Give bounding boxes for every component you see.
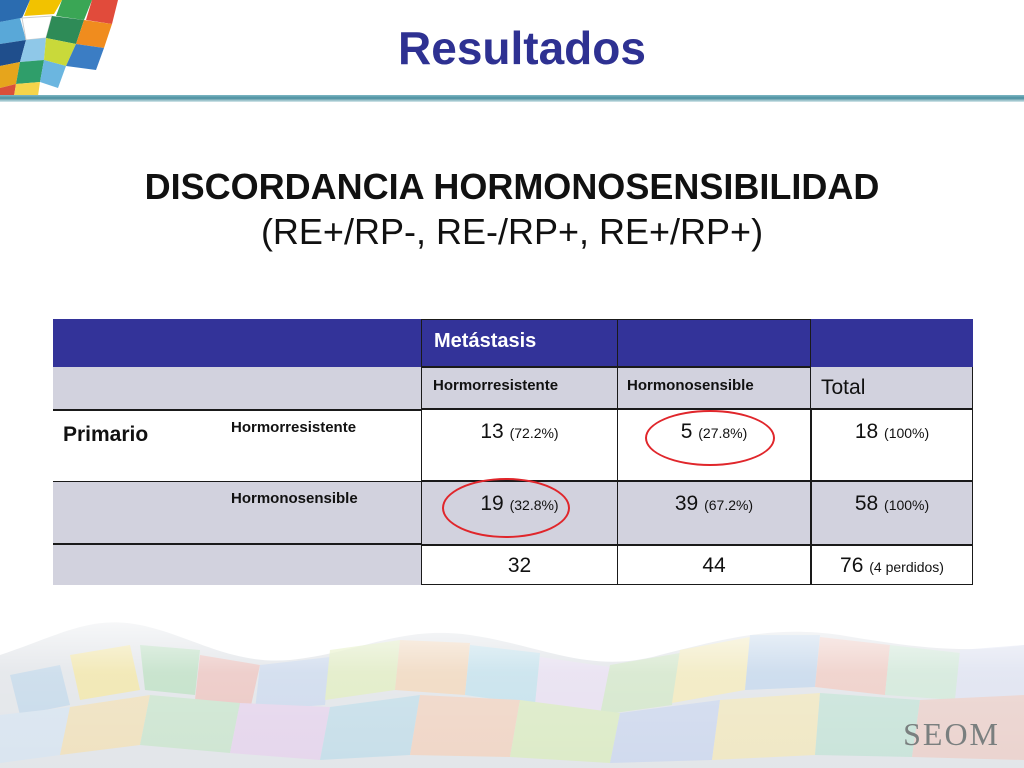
- cell-value: 19: [480, 492, 504, 515]
- table-cell-total: [811, 481, 973, 545]
- highlight-circle: [442, 478, 570, 538]
- grand-total-note: (4 perdidos): [869, 559, 944, 575]
- cell-value: 58: [854, 492, 879, 515]
- mosaic-decoration: [0, 595, 1024, 768]
- subtitle-line-2: (RE+/RP-, RE-/RP+, RE+/RP+): [260, 211, 764, 252]
- row-header-hormorresistente: Hormorresistente: [221, 409, 422, 481]
- table-header-blank-1: [53, 367, 222, 409]
- table-header-empty: [53, 319, 422, 367]
- column-total: 44: [617, 545, 811, 585]
- col-header-hormorresistente: Hormorresistente: [421, 367, 618, 409]
- metastasis-header-span: [617, 319, 811, 367]
- grand-total: [811, 545, 973, 585]
- table-cell: [421, 409, 618, 481]
- cell-value: 39: [674, 492, 699, 515]
- slide-title: Resultados: [398, 22, 646, 74]
- table-header-blank-2: [221, 367, 422, 409]
- cell-percent: (27.8%): [698, 425, 748, 441]
- title-divider: [0, 95, 1024, 102]
- row-header-hormonosensible: Hormonosensible: [221, 481, 422, 545]
- total-header-top: [811, 319, 973, 367]
- cell-percent: (100%): [884, 425, 930, 441]
- col-header-hormonosensible: Hormonosensible: [617, 367, 811, 409]
- cell-percent: (100%): [884, 497, 930, 513]
- totals-row-blank: [53, 545, 422, 585]
- table-cell-total: [811, 409, 973, 481]
- seom-logo-text: SEOM: [903, 716, 1000, 752]
- col-header-total: Total: [811, 367, 973, 409]
- highlight-circle: [645, 410, 775, 466]
- cell-percent: (67.2%): [704, 497, 754, 513]
- metastasis-header: Metástasis: [421, 319, 618, 367]
- cell-value: 18: [854, 420, 879, 443]
- cell-value: 5: [680, 420, 693, 443]
- row-group-blank: [53, 481, 222, 545]
- column-total: 32: [421, 545, 618, 585]
- cell-value: 13: [480, 420, 504, 443]
- table-cell: [617, 481, 811, 545]
- cell-percent: (32.8%): [509, 497, 559, 513]
- cell-percent: (72.2%): [509, 425, 559, 441]
- slide-subtitle: [60, 165, 964, 255]
- grand-total-value: 76: [840, 554, 864, 577]
- subtitle-line-1: DISCORDANCIA HORMONOSENSIBILIDAD: [144, 166, 880, 207]
- mosaic-logo-icon: [0, 0, 118, 96]
- row-group-primario: Primario: [53, 409, 222, 481]
